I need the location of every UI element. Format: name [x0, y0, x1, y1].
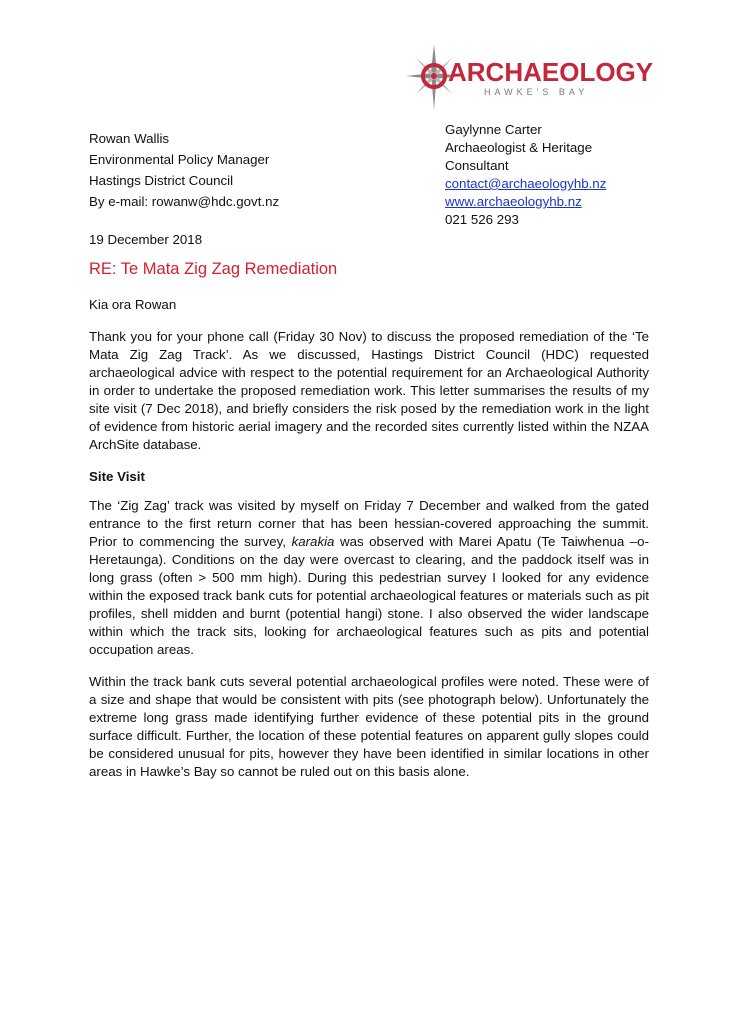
- site-visit-paragraph-1: [89, 497, 649, 659]
- karakia-term: karakia: [291, 534, 335, 549]
- letter-date: 19 December 2018: [89, 232, 203, 247]
- section-heading-site-visit: Site Visit: [89, 469, 145, 484]
- company-logo: [404, 42, 654, 112]
- logo-subtitle: HAWKE'S BAY: [484, 87, 589, 97]
- site-visit-paragraph-2: Within the track bank cuts several potential archaeological profiles were noted. These were of a size and shape that would be consistent with pits (see photograph below). Unfortunately the extreme long grass made identifying further evidence of these potential pits in the ground surface difficult. Further, the location of these potential features on apparent gully slopes could be considered unusual for pits, however they have been identified in similar locations in other areas in Hawke’s Bay so cannot be ruled out on this basis alone.: [89, 674, 649, 779]
- letter-subject: RE: Te Mata Zig Zag Remediation: [89, 260, 338, 278]
- logo-wordmark: ARCHAEOLOGY: [448, 57, 654, 87]
- recipient-block: [89, 128, 279, 212]
- recipient-contact: By e-mail: rowanw@hdc.govt.nz: [89, 194, 280, 209]
- recipient-role: Environmental Policy Manager: [89, 152, 270, 167]
- letter-body: [89, 328, 649, 795]
- recipient-name: Rowan Wallis: [89, 131, 170, 146]
- intro-paragraph: Thank you for your phone call (Friday 30 Nov) to discuss the proposed remediation of the ‘Te Mata Zig Zag Track’. As we discussed, Hastings District Council (HDC) requested archaeological advice with respect to the potential requirement for an Archaeological Authority in order to undertake the proposed remediation work. This letter summarises the results of my site visit (7 Dec 2018), and briefly considers the risk posed by the remediation work in the light of evidence from historic aerial imagery and the recorded sites currently listed within the NZAA ArchSite database.: [89, 329, 649, 452]
- letter-greeting: Kia ora Rowan: [89, 297, 177, 312]
- sender-name: Gaylynne Carter: [445, 122, 542, 137]
- site-visit-p1-text-b: was observed with Marei Apatu (Te Taiwhenua –o-Heretaunga). Conditions on the day were overcast to clearing, and the paddock itself was in long grass (often > 500 mm high). During this pedestrian survey I looked for any evidence within the exposed track bank cuts for potential archaeological features or materials such as pit profiles, shell midden and burnt (potential hangi) stone. I also observed the wider landscape within which the track sits, looking for archaeological features such as pits and potential occupation areas.: [89, 534, 649, 657]
- sender-title-cont: Consultant: [445, 158, 509, 173]
- sender-phone: 021 526 293: [445, 212, 519, 227]
- sender-title: Archaeologist & Heritage: [445, 140, 593, 155]
- sender-block: [445, 121, 606, 229]
- site-visit-p1-text-a: The ‘Zig Zag’ track was visited by myself on Friday 7 December and walked from the gated entrance to the first return corner that has been hessian-covered approaching the summit. Prior to commencing the survey,: [89, 498, 649, 549]
- sender-website-link[interactable]: www.archaeologyhb.nz: [445, 194, 582, 209]
- recipient-org: Hastings District Council: [89, 173, 234, 188]
- sender-email-link[interactable]: contact@archaeologyhb.nz: [445, 176, 607, 191]
